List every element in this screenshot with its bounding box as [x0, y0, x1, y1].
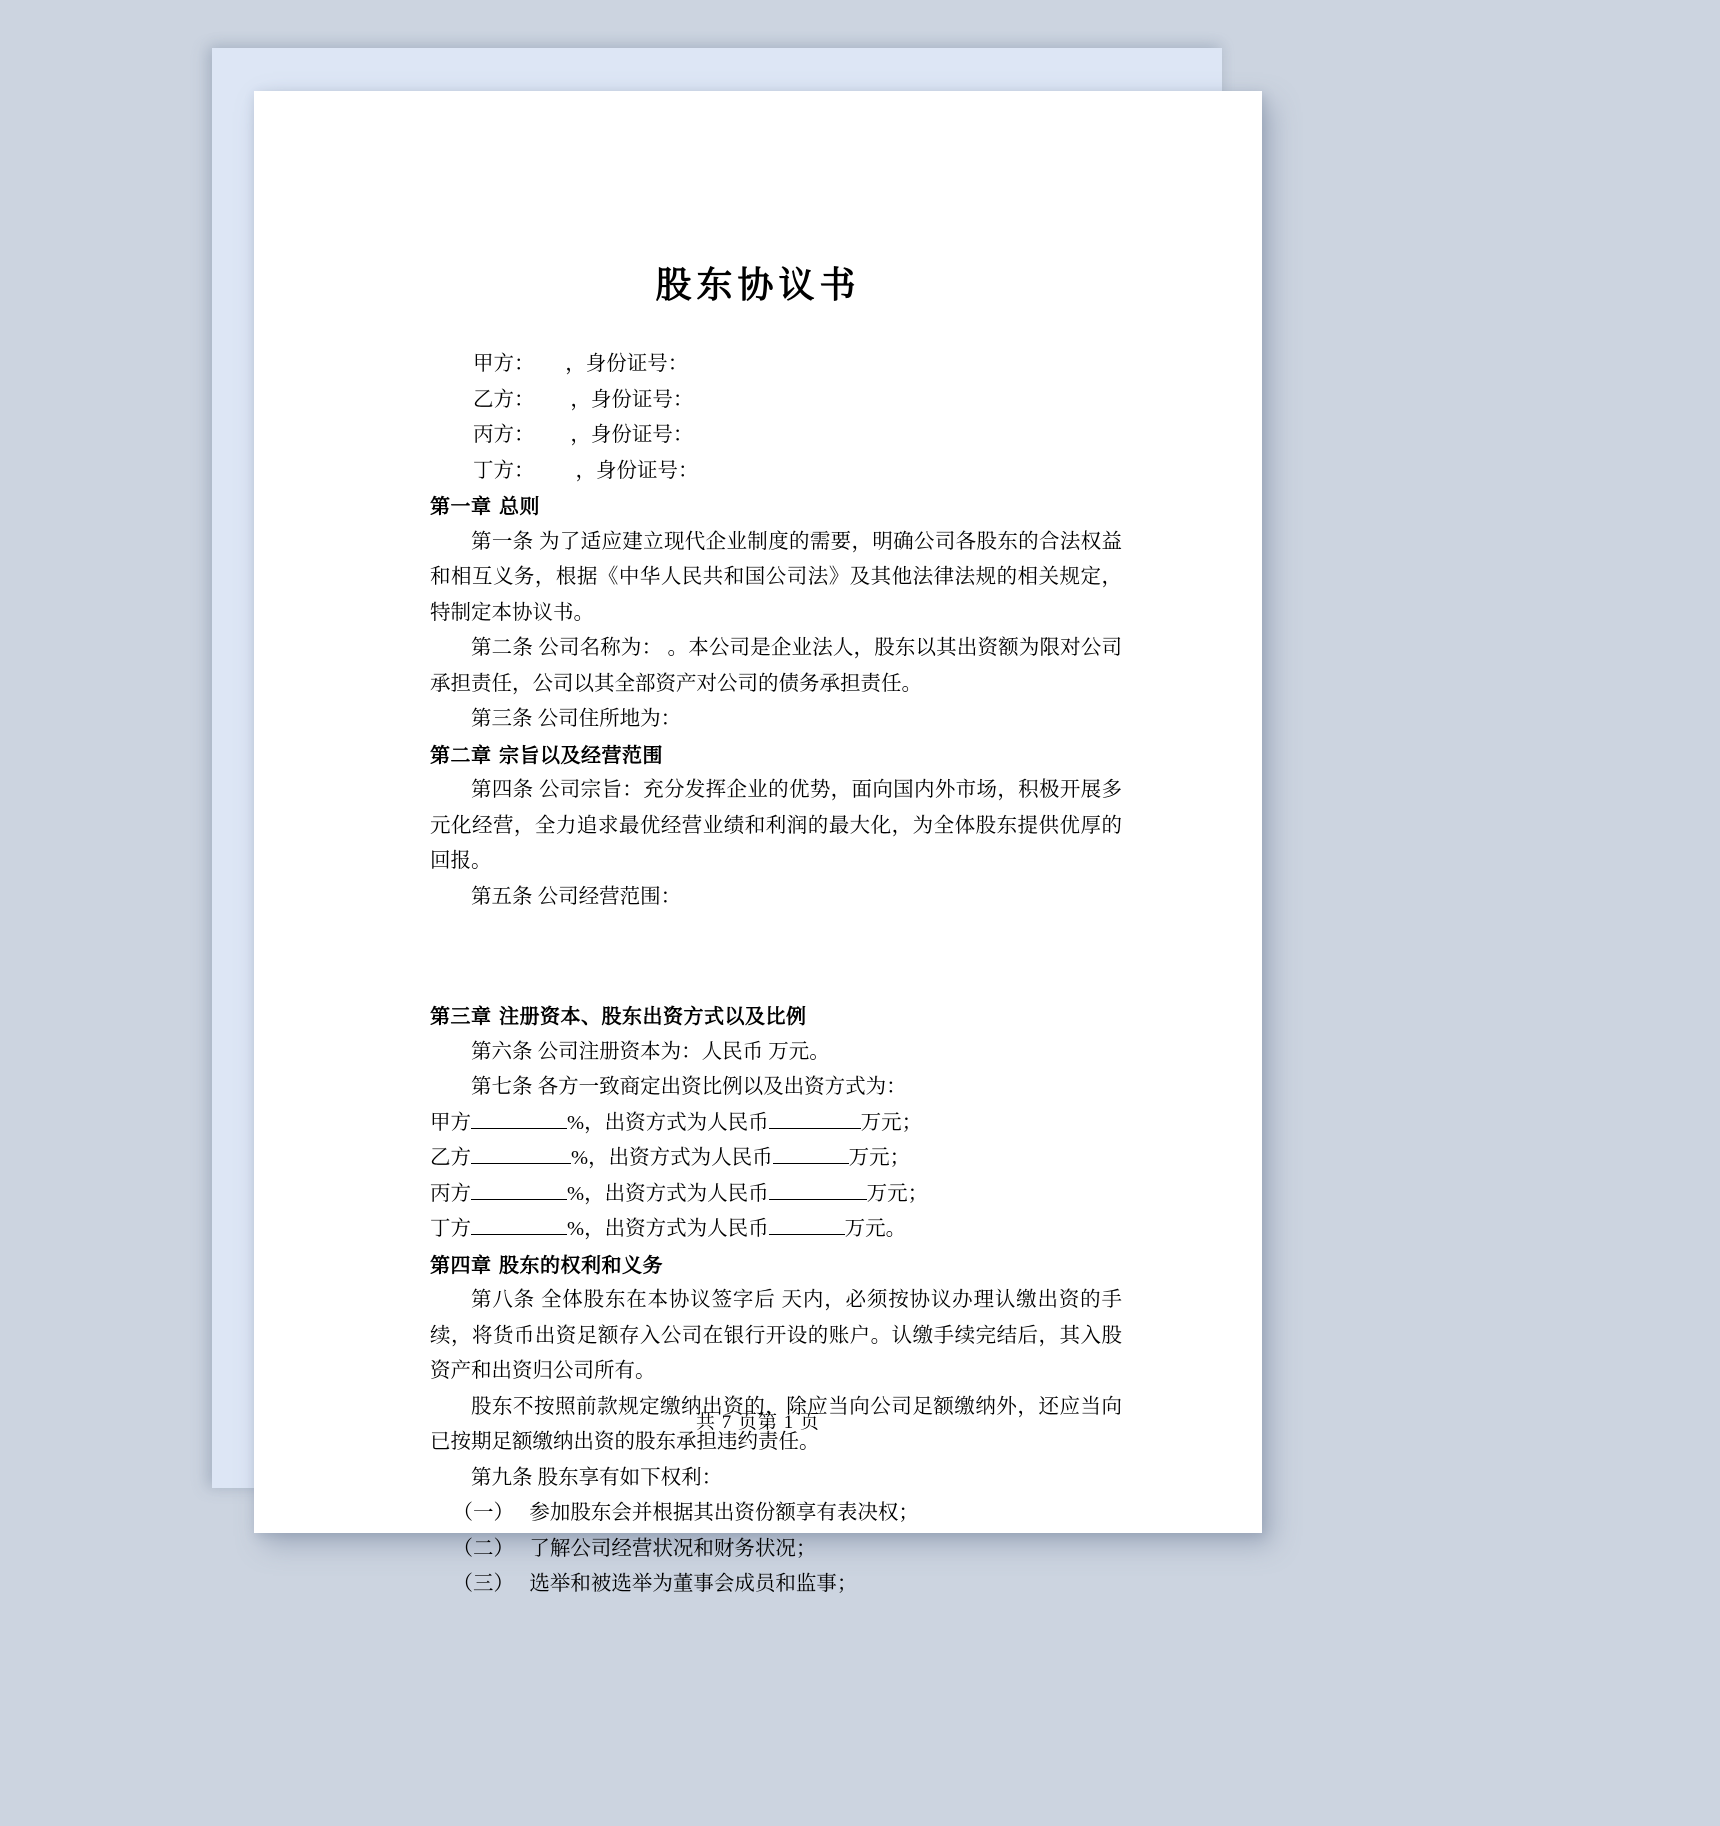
page-footer: 共 7 页第 1 页 [695, 1412, 820, 1433]
article-7-paragraph: 第七条 各方一致商定出资比例以及出资方式为： [471, 1076, 907, 1099]
contribution-amount-suffix: 万元。 [844, 1218, 907, 1241]
article-1-paragraph: 第一条 为了适应建立现代企业制度的需要，明确公司各股东的合法权益和相互义务，根据《中华人民共和国公司法》及其他法律法规的相关规定，特制定本协议书。 [430, 530, 1122, 624]
document-page [254, 91, 1262, 1596]
contribution-percent-suffix: %，出资方式为人民币 [567, 1218, 769, 1241]
contribution-party-label: 丙方 [430, 1182, 471, 1205]
contribution-amount-blank[interactable] [769, 1199, 867, 1200]
article-5-paragraph: 第五条 公司经营范围： [471, 885, 682, 908]
article-6-paragraph: 第六条 公司注册资本为：人民币 万元。 [471, 1040, 830, 1063]
contribution-percent-blank[interactable] [471, 1128, 567, 1129]
contribution-row-yi [430, 1141, 1122, 1177]
rights-list-item: （一） 参加股东会并根据其出资份额享有表决权； [452, 1502, 919, 1525]
article-2-paragraph: 第二条 公司名称为： 。本公司是企业法人，股东以其出资额为限对公司承担责任，公司以其全部资产对公司的债务承担责任。 [430, 637, 1122, 695]
contribution-party-label: 乙方 [430, 1147, 471, 1170]
contribution-amount-suffix: 万元； [860, 1111, 923, 1134]
contribution-row-jia [430, 1106, 1122, 1142]
article-9-paragraph: 第九条 股东享有如下权利： [471, 1466, 723, 1489]
rights-list-item: （二） 了解公司经营状况和财务状况； [452, 1537, 817, 1560]
contribution-percent-blank[interactable] [471, 1163, 571, 1164]
article-4-paragraph: 第四条 公司宗旨：充分发挥企业的优势，面向国内外市场，积极开展多元化经营，全力追求最优经营业绩和利润的最大化，为全体股东提供优厚的回报。 [430, 779, 1122, 873]
party-line-ding: 丁方： ，身份证号： [473, 459, 699, 482]
contribution-amount-suffix: 万元； [848, 1147, 911, 1170]
party-line-yi: 乙方： ，身份证号： [473, 388, 694, 411]
chapter-heading-1: 第一章 总则 [430, 494, 540, 519]
article-3-paragraph: 第三条 公司住所地为： [471, 708, 682, 731]
chapter-heading-4: 第四章 股东的权利和义务 [430, 1252, 663, 1277]
article-8-paragraph: 第八条 全体股东在本协议签字后 天内，必须按协议办理认缴出资的手续，将货币出资足额存入公司在银行开设的账户。认缴手续完结后，其入股资产和出资归公司所有。 [430, 1289, 1122, 1383]
contribution-row-bing [430, 1177, 1122, 1213]
contribution-amount-suffix: 万元； [866, 1182, 929, 1205]
business-scope-blank-area [430, 915, 1122, 999]
contribution-amount-blank[interactable] [773, 1163, 849, 1164]
contribution-amount-blank[interactable] [769, 1128, 861, 1129]
chapter-heading-2: 第二章 宗旨以及经营范围 [430, 742, 663, 767]
party-line-bing: 丙方： ，身份证号： [473, 424, 694, 447]
contribution-percent-blank[interactable] [471, 1234, 567, 1235]
rights-list-item: （三） 选举和被选举为董事会成员和监事； [452, 1573, 858, 1596]
page-title: 股东协议书 [655, 265, 861, 306]
contribution-percent-suffix: %，出资方式为人民币 [567, 1111, 769, 1134]
contribution-percent-suffix: %，出资方式为人民币 [571, 1147, 773, 1170]
contribution-percent-blank[interactable] [471, 1199, 567, 1200]
article-8-second-paragraph: 股东不按照前款规定缴纳出资的，除应当向公司足额缴纳外，还应当向已按期足额缴纳出资的股东承担违约责任。 [430, 1395, 1122, 1454]
chapter-heading-3: 第三章 注册资本、股东出资方式以及比例 [430, 1004, 807, 1029]
contribution-party-label: 甲方 [430, 1111, 471, 1134]
contribution-row-ding [430, 1212, 1122, 1248]
party-line-jia: 甲方： ，身份证号： [473, 353, 689, 376]
contribution-percent-suffix: %，出资方式为人民币 [567, 1182, 769, 1205]
contribution-party-label: 丁方 [430, 1218, 471, 1241]
contribution-amount-blank[interactable] [769, 1234, 845, 1235]
document-body [254, 91, 1262, 1596]
